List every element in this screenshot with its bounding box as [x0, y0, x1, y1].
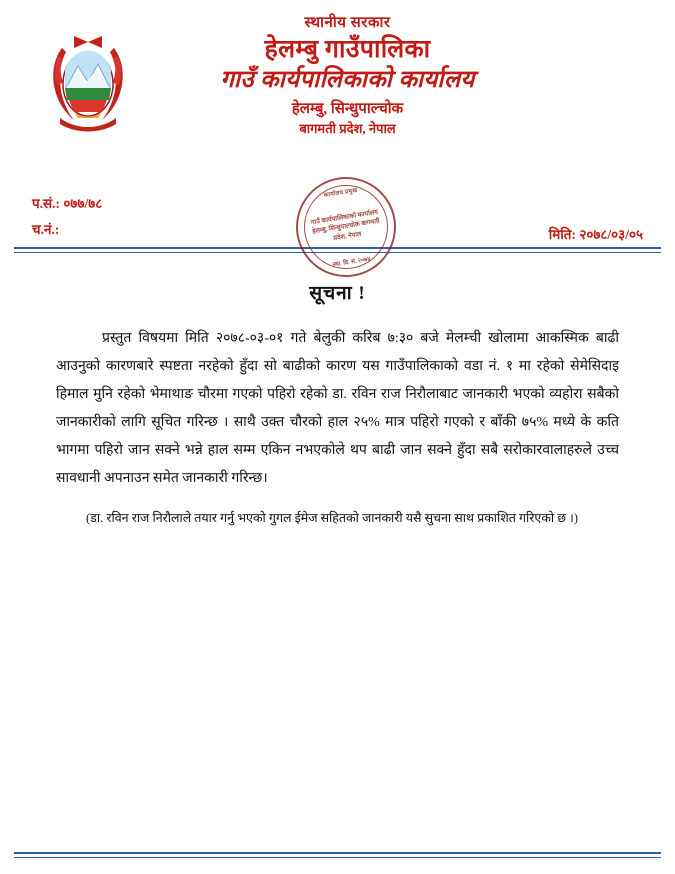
stamp-bottom-text: स्था. वि. सं. २०७४: [332, 256, 371, 269]
page-title: सूचना !: [309, 283, 366, 304]
chalani-number: च.नं.:: [32, 221, 60, 237]
footer-rules: [14, 852, 661, 858]
government-line: स्थानीय सरकार: [304, 15, 391, 31]
letterhead: [0, 0, 675, 179]
stamp-top-text: कार्यालय प्रमुख: [323, 187, 358, 200]
office-name: गाउँ कार्यपालिकाको कार्यालय: [220, 67, 475, 94]
municipality-name: हेलम्बु गाउँपालिका: [264, 36, 431, 63]
document-body: [0, 253, 675, 531]
footer-rule-thin: [14, 857, 661, 858]
reference-row: [0, 181, 675, 269]
nepal-emblem-icon: [44, 26, 132, 132]
patra-sankhya: प.सं.: ०७७/७८: [32, 196, 103, 211]
place-line: हेलम्बु, सिन्धुपाल्चोक: [291, 101, 404, 118]
document-date: मिति: २०७८/०३/०५: [548, 227, 643, 242]
stamp-mid-text: गाउँ कार्यपालिकाको कार्यालय हेलम्बु, सिन्धुपाल्चोक बागमती प्रदेश, नेपाल: [310, 208, 381, 242]
province-line: बागमती प्रदेश, नेपाल: [299, 121, 396, 137]
reference-numbers: [32, 191, 102, 242]
body-paragraph: प्रस्तुत विषयमा मिति २०७८-०३-०१ गते बेलुकी करिब ७:३० बजे मेलम्ची खोलामा आकस्मिक बाढी आउनुको कारणबारे स्पष्टता नरहेको हुँदा सो बाढीको कारण यस गाउँपालिकाको वडा नं. १ मा रहेको सेमेसिदाइ हिमाल मुनि रहेको भेमाथाङ चौरमा गएको पहिरो रहेको डा. रविन राज निरौलाबाट जानकारी भएको व्यहोरा सबैको जानकारीको लागि सूचित गरिन्छ । साथै उक्त चौरको हाल २५% मात्र पहिरो गएको र बाँकी ७५% मध्ये के कति भागमा पहिरो जान सक्ने भन्ने हाल सम्म एकिन नभएकोले थप बाढी जान सक्ने हुँदा सबै सरोकारवालाहरुले उच्च सावधानी अपनाउन समेत जानकारी गरिन्छ।: [56, 331, 619, 486]
body-note: (डा. रविन राज निरौलाले तयार गर्नु भएको गुगल ईमेज सहितको जानकारी यसै सुचना साथ प्रकाशित गरिएको छ ।): [86, 511, 579, 525]
